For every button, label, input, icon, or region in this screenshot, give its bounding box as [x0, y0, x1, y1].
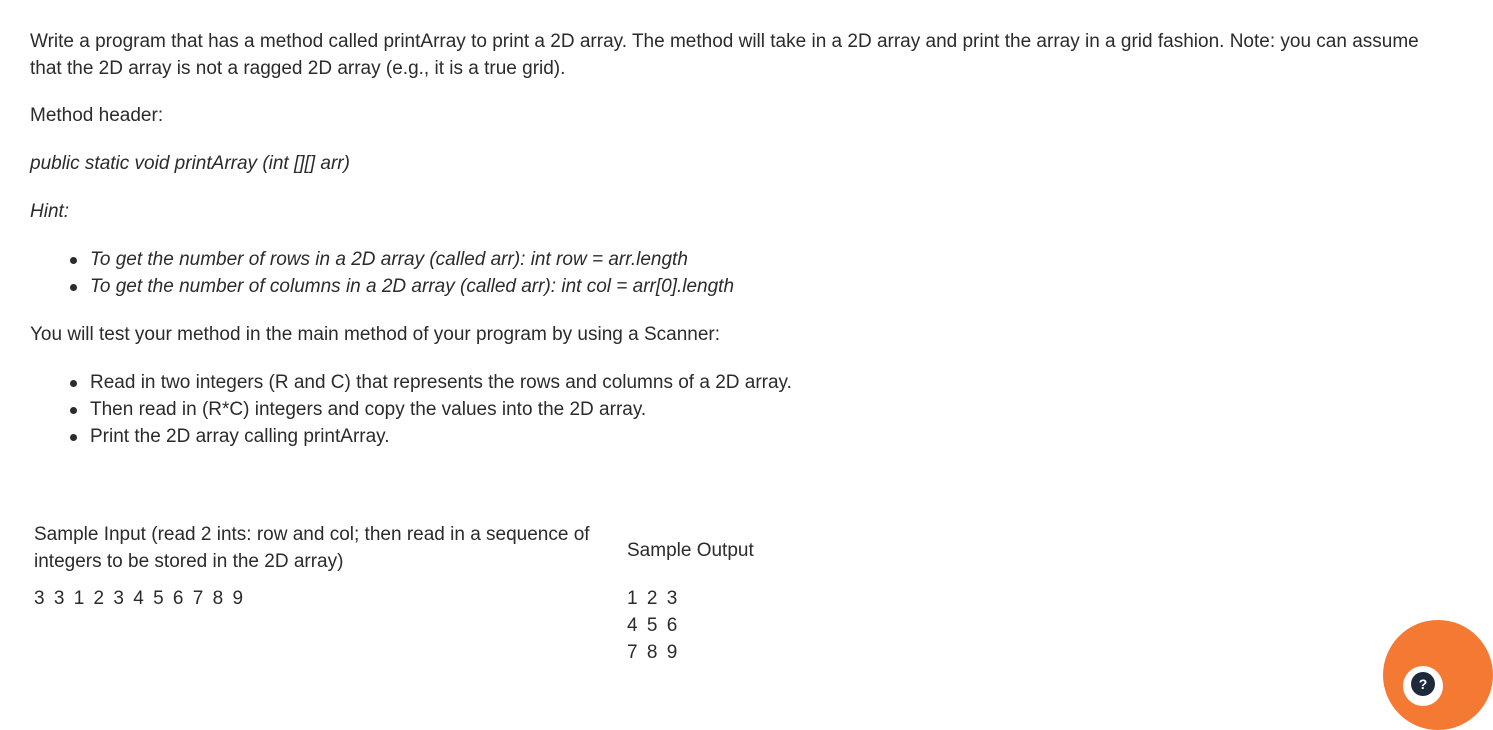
help-button[interactable]	[1383, 620, 1493, 730]
sample-io-table	[30, 521, 758, 666]
test-intro: You will test your method in the main method of your program by using a Scanner:	[30, 324, 721, 345]
step-item-print: Print the 2D array calling printArray.	[30, 423, 1425, 450]
hint-list	[30, 246, 1425, 300]
hint-label: Hint:	[30, 201, 70, 222]
sample-output-line: 4 5 6	[627, 615, 680, 636]
problem-description	[30, 28, 1425, 450]
steps-list	[30, 369, 1425, 450]
sample-input-header: Sample Input (read 2 ints: row and col; then read in a sequence of integers to be stored in the 2D array)	[34, 524, 590, 572]
sample-output-cell	[623, 579, 758, 666]
step-item-read-values: Then read in (R*C) integers and copy the values into the 2D array.	[30, 396, 1425, 423]
sample-output-header: Sample Output	[627, 539, 754, 561]
sample-values-row	[30, 579, 758, 666]
problem-intro: Write a program that has a method called printArray to print a 2D array. The method will take in a 2D array and print the array in a grid fashion. Note: you can assume that the 2D array is not a ragged 2D array (e.g., it is a true grid).	[30, 31, 1419, 79]
sample-output-line: 1 2 3	[627, 588, 680, 609]
question-mark-icon: ?	[1411, 672, 1435, 696]
sample-input-cell	[30, 579, 623, 666]
sample-output-line: 7 8 9	[627, 642, 680, 663]
method-header-label: Method header:	[30, 105, 164, 126]
sample-header-row	[30, 521, 758, 579]
hint-item-columns: To get the number of columns in a 2D array (called arr): int col = arr[0].length	[30, 273, 1425, 300]
step-item-read-dimensions: Read in two integers (R and C) that represents the rows and columns of a 2D array.	[30, 369, 1425, 396]
method-signature: public static void printArray (int [][] arr)	[30, 153, 350, 174]
sample-input-value: 3 3 1 2 3 4 5 6 7 8 9	[34, 588, 246, 609]
hint-item-rows: To get the number of rows in a 2D array (called arr): int row = arr.length	[30, 246, 1425, 273]
